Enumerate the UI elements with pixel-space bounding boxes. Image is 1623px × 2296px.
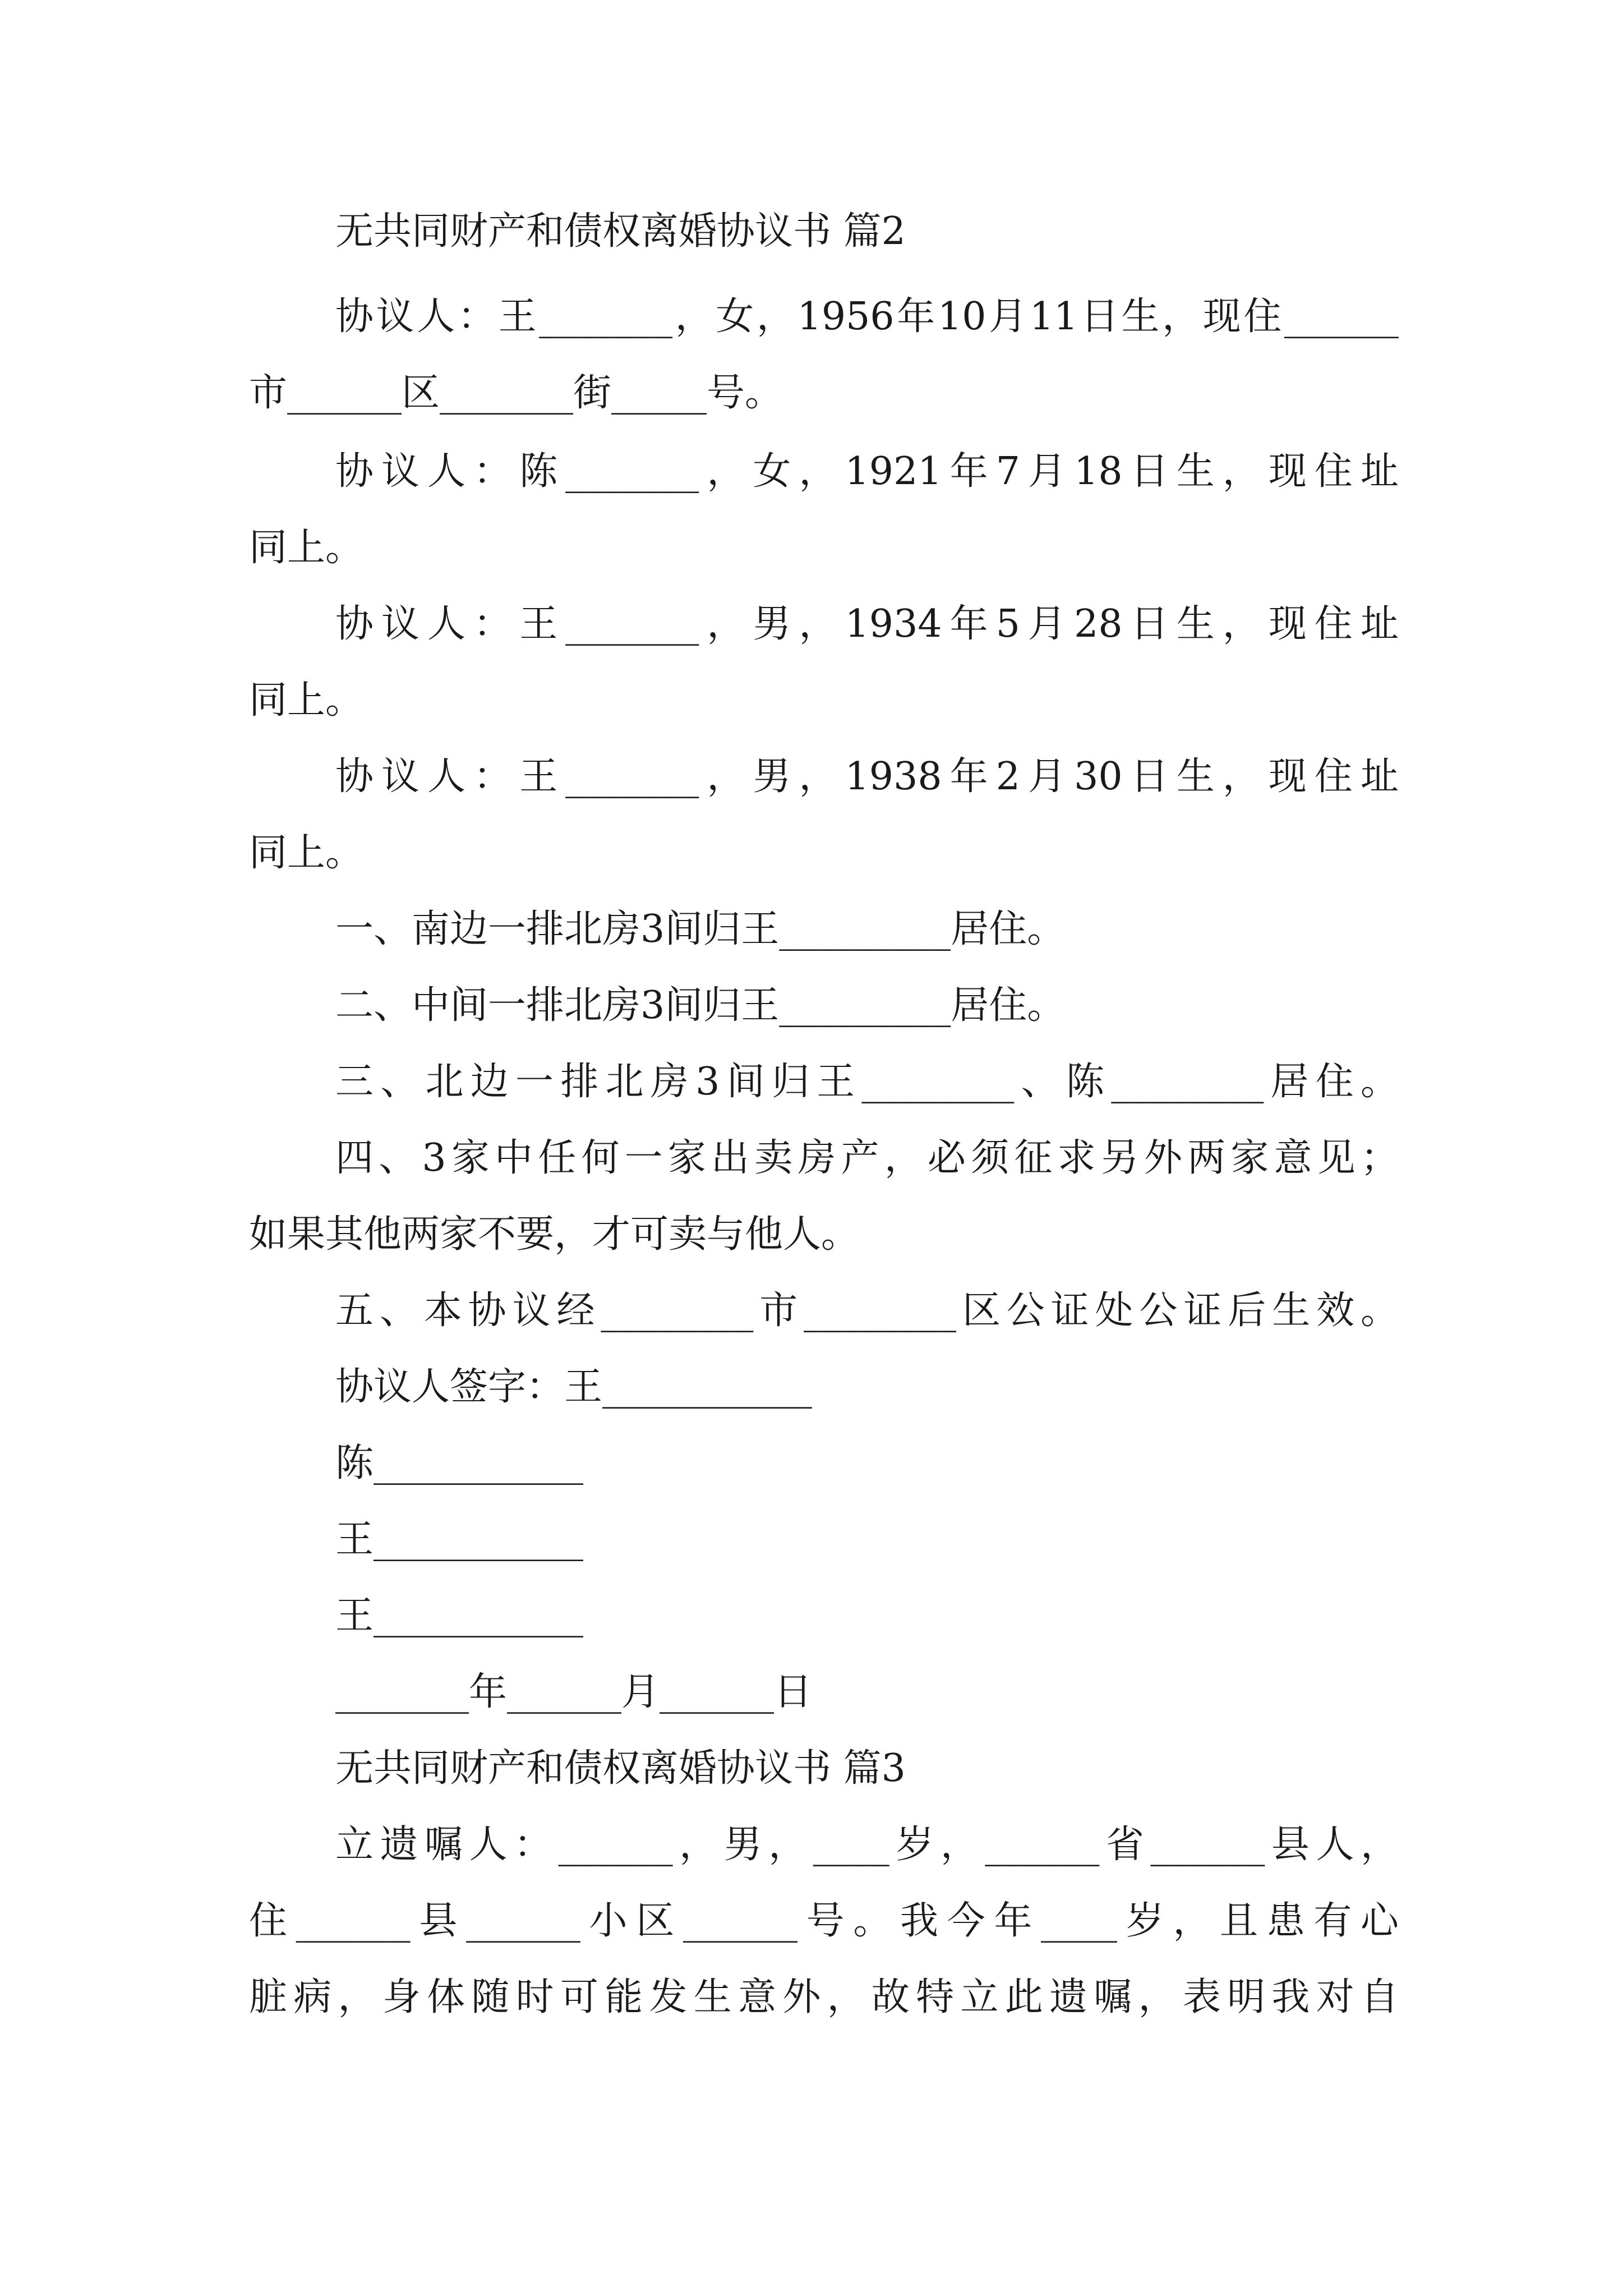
paragraph-line: 市______区_______街_____号。 bbox=[249, 371, 783, 415]
paragraph-line: 协议人：王_______，男，1938年2月30日生，现住址 bbox=[335, 754, 1399, 799]
signature-line: 陈___________ bbox=[335, 1441, 584, 1485]
paragraph-line: 同上。 bbox=[249, 678, 364, 723]
paragraph-line: 协议人：王_______，男，1934年5月28日生，现住址 bbox=[335, 602, 1399, 646]
clause-line: 五、本协议经________市________区公证处公证后生效。 bbox=[335, 1289, 1399, 1333]
paragraph-line: 脏病，身体随时可能发生意外，故特立此遗嘱，表明我对自 bbox=[249, 1975, 1399, 2019]
section-heading-2: 无共同财产和债权离婚协议书 篇2 bbox=[335, 209, 906, 254]
clause-line: 三、北边一排北房3间归王________、陈________居住。 bbox=[335, 1060, 1399, 1104]
paragraph-line: 住______县______小区______号。我今年____岁，且患有心 bbox=[249, 1899, 1399, 1943]
clause-line: 一、南边一排北房3间归王_________居住。 bbox=[335, 907, 1066, 951]
clause-line: 如果其他两家不要，才可卖与他人。 bbox=[249, 1212, 860, 1257]
signature-line: 王___________ bbox=[335, 1517, 584, 1562]
clause-line: 二、中间一排北房3间归王_________居住。 bbox=[335, 983, 1066, 1028]
date-line: _______年______月______日 bbox=[335, 1670, 813, 1714]
paragraph-line: 协议人：陈_______，女，1921年7月18日生，现住址 bbox=[335, 449, 1399, 494]
clause-line: 四、3家中任何一家出卖房产，必须征求另外两家意见； bbox=[335, 1136, 1399, 1180]
signature-line: 王___________ bbox=[335, 1594, 584, 1638]
paragraph-line: 同上。 bbox=[249, 831, 364, 875]
paragraph-line: 协议人：王_______，女，1956年10月11日生，现住______ bbox=[335, 295, 1399, 339]
paragraph-line: 同上。 bbox=[249, 526, 364, 570]
section-heading-3: 无共同财产和债权离婚协议书 篇3 bbox=[335, 1746, 906, 1791]
paragraph-line: 立遗嘱人：______，男，____岁，______省______县人， bbox=[335, 1823, 1399, 1867]
signature-line: 协议人签字：王___________ bbox=[335, 1365, 813, 1409]
